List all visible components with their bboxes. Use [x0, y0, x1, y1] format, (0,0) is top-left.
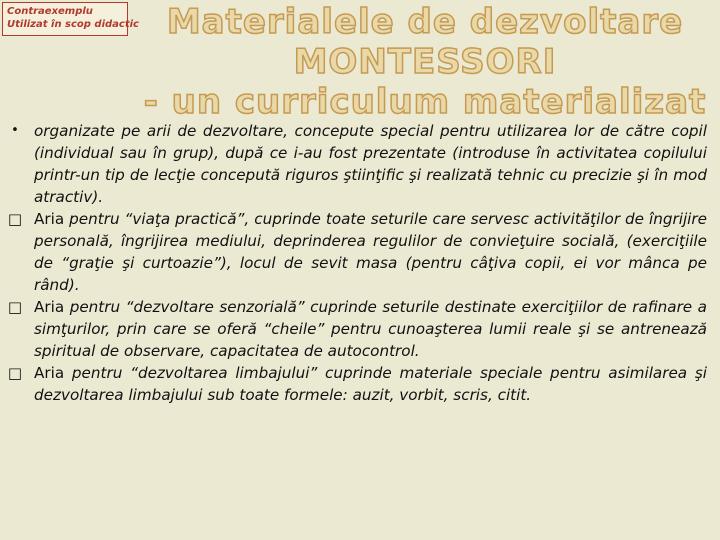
list-item — [0, 208, 720, 296]
checkbox-icon: □ — [7, 210, 23, 228]
didactic-use-stamp — [2, 2, 139, 36]
title-line-2: MONTESSORI — [293, 42, 557, 82]
list-item-text: pentru “dezvoltarea limbajului” cuprinde materiale speciale pentru asimilarea şi dezvoltarea limbajului sub toate formele: auzit, vorbit, scris, citit. — [34, 364, 707, 404]
stamp-line-2: Utilizat în scop didactic — [7, 19, 139, 30]
stamp-line-1: Contraexemplu — [7, 6, 93, 17]
list-item — [0, 296, 720, 362]
bullet-icon: • — [11, 123, 19, 138]
list-item — [0, 120, 720, 208]
list-item-prefix: Aria — [34, 298, 70, 316]
checkbox-icon: □ — [7, 298, 23, 316]
list-item-text: pentru “viaţa practică”, cuprinde toate seturile care servesc activităţilor de îngrijire personală, îngrijirea mediului, deprinderea regulilor de convieţuire socială, (exerciţiile de “graţie şi curtoazie”), locul de sevit masa (pentru câţiva copii, ei vor mânca pe rând). — [34, 210, 707, 294]
slide-body — [0, 120, 720, 406]
list-item-text: pentru “dezvoltare senzorială” cuprinde seturile destinate exerciţiilor de rafinare a simţurilor, prin care se oferă “cheile” pentru cunoaşterea lumii reale şi se antrenează spiritual de observare, capacitatea de autocontrol. — [34, 298, 707, 360]
title-line-3: - un curriculum materializat — [143, 82, 707, 122]
title-line-1: Materialele de dezvoltare — [166, 2, 684, 42]
slide-title — [130, 2, 720, 122]
list-item-prefix: Aria — [34, 210, 70, 228]
list-item-prefix: Aria — [34, 364, 72, 382]
list-item-text: organizate pe arii de dezvoltare, concepute special pentru utilizarea lor de către copil (individual sau în grup), după ce i-au fost prezentate (introduse în activitatea copilului printr-un tip de lecţie concepută riguros ştiinţific şi realizată tehnic cu precizie şi în mod atractiv). — [34, 122, 707, 206]
list-item — [0, 362, 720, 406]
checkbox-icon: □ — [7, 364, 23, 382]
